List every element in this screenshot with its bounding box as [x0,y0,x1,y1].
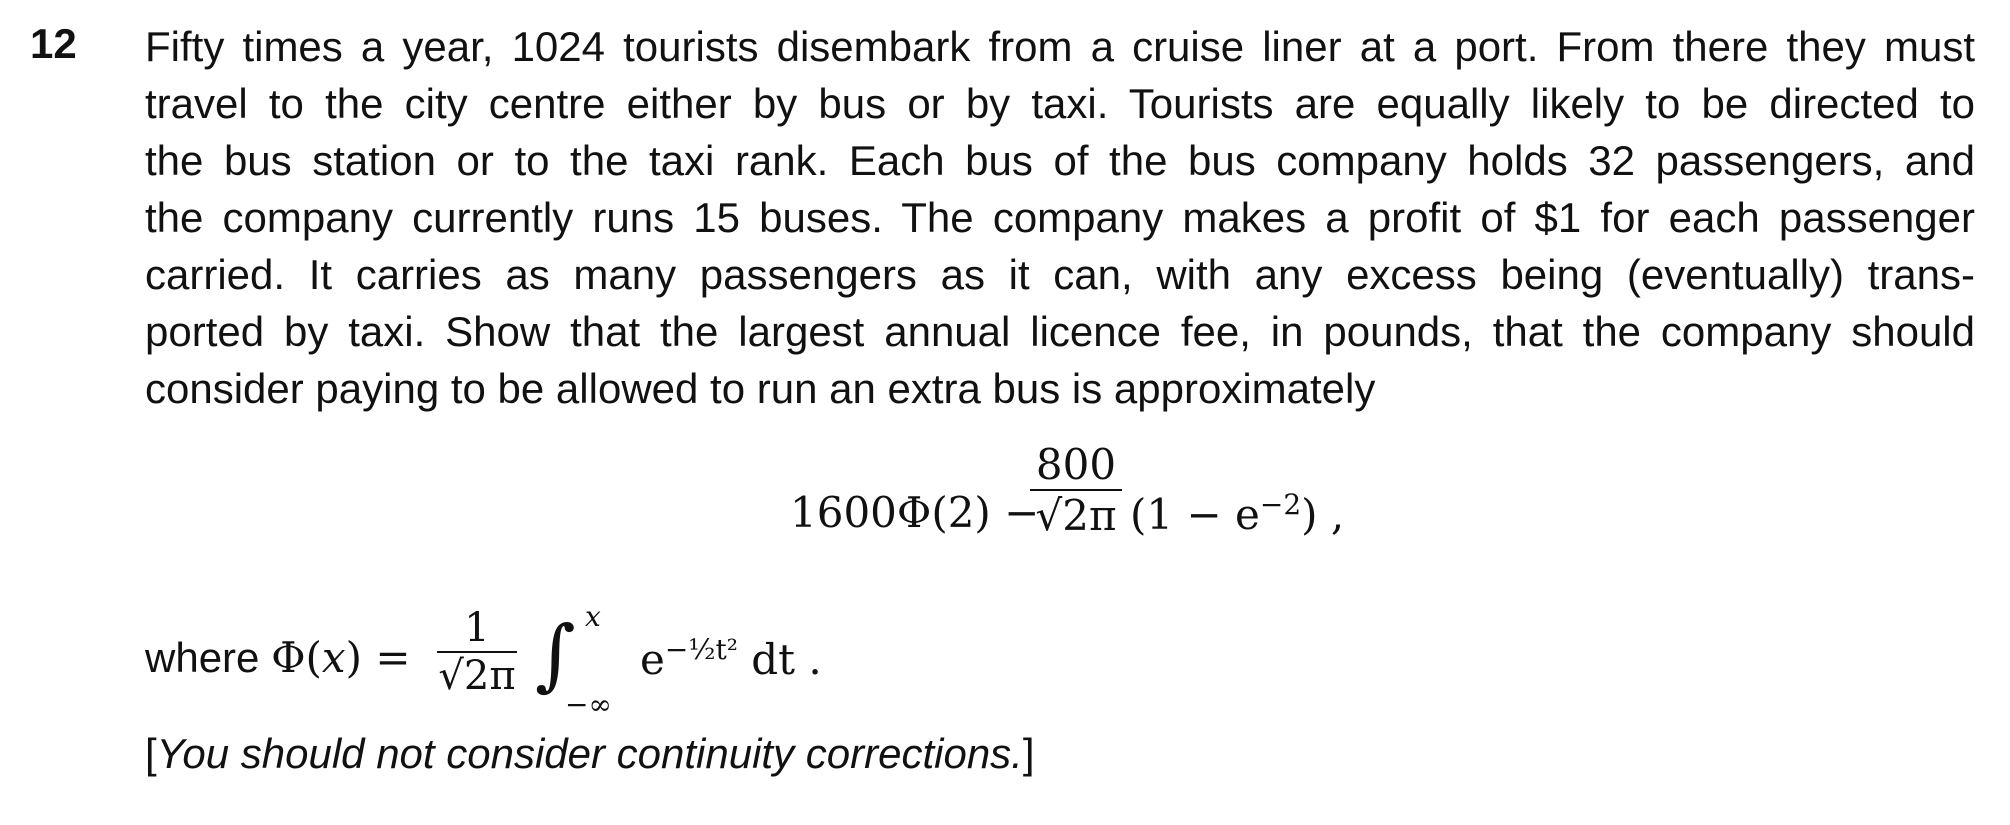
continuity-note [145,730,1035,778]
phi-variable: x [321,633,346,682]
differential: dt . [751,635,822,684]
phi-definition [145,600,945,720]
question-line: the bus station or to the taxi rank. Each bus of the bus company holds 32 passengers, and [145,137,1975,184]
question-line: carried. It carries as many passengers as it can, with any excess being (eventually) trans- [145,251,1975,298]
question-text [145,18,1975,417]
definition-fraction [437,605,517,699]
formula-close: ) , [1301,490,1345,539]
formula-tail [1130,488,1344,539]
integral-upper-limit: x [585,600,601,633]
question-line: travel to the city centre either by bus or by taxi. Tourists are equally likely to be directed to [145,80,1975,127]
integral-lower-limit: −∞ [565,688,612,721]
question-line: the company currently runs 15 buses. The company makes a profit of $1 for each passenger [145,194,1975,241]
integrand-exponent: −½t² [664,633,738,666]
where-word: where [145,634,260,681]
phi-open: Φ( [271,633,322,682]
formula-lead: 1600Φ(2) − [790,488,1040,537]
fraction-numerator: 1 [464,605,490,651]
integrand [640,633,822,684]
phi-close: ) = [345,633,411,682]
integral-sign: ∫ [535,610,576,700]
formula-fraction [1030,440,1122,540]
fraction-numerator: 800 [1035,440,1117,489]
question-line: Fifty times a year, 1024 tourists disembark from a cruise liner at a port. From there they must [145,23,1975,70]
note-text: You should not consider continuity corrections. [156,730,1023,777]
question-number: 12 [30,20,77,67]
fraction-denominator: √2π [438,653,516,699]
definition-lead [145,633,411,682]
note-open-bracket: [ [145,730,157,777]
question-line: consider paying to be allowed to run an extra bus is approximately [145,365,1376,412]
question-line: ported by taxi. Show that the largest annual licence fee, in pounds, that the company should [145,308,1975,355]
formula-paren-expression: (1 − e [1130,490,1260,539]
fraction-denominator: √2π [1035,491,1117,540]
formula-exponent: −2 [1259,488,1302,521]
note-close-bracket: ] [1022,730,1035,777]
exp-base: e [640,635,665,684]
